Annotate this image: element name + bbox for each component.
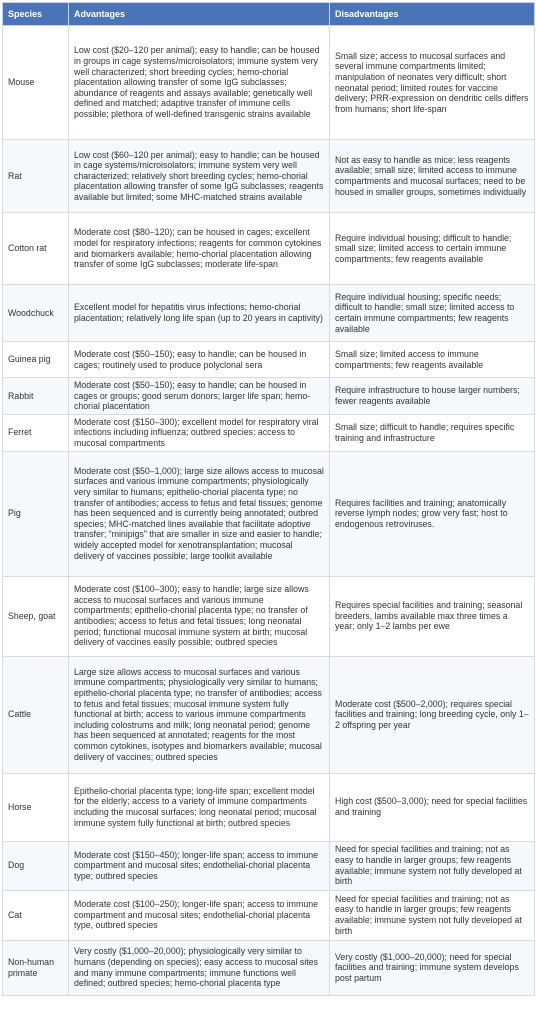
- table-row: [3, 140, 535, 213]
- advantages-cell: Large size allows access to mucosal surfaces and various immune compartments; physiologically very similar to humans; epithelio-chorial placenta type; no transfer of antibodies; access to fetus and fetal tissues; mucosal immune system fully functional at birth; access to various immune compartments including colostrums and milk; long neonatal period; genome has been sequenced at annotated; reagents for the most common cytokines, isotypes and biomarkers available; mucosal delivery of vaccines; outbred species: [69, 656, 330, 773]
- table-body: [3, 26, 535, 996]
- species-cell: Mouse: [3, 26, 69, 140]
- header-row: [3, 3, 535, 26]
- species-cell: Guinea pig: [3, 342, 69, 378]
- table-row: [3, 26, 535, 140]
- advantages-cell: Moderate cost ($50–1,000); large size allows access to mucosal surfaces and various immune compartments; physiologically very similar to humans; epithelio-chorial placenta type; no transfer of antibodies; access to fetus and fetal tissues; genome has been sequenced and is currently being annotated; outbred species; MHC-matched lines available that facilitate adoptive transfer; “minipigs” that are smaller in size and easier to handle; widely accepted model for xenotransplantation; mucosal delivery of vaccines possible; large toolkit available: [69, 451, 330, 576]
- species-cell: Woodchuck: [3, 285, 69, 342]
- disadvantages-cell: Requires facilities and training; anatomically reverse lymph nodes; grow very fast; host to endogenous retroviruses.: [330, 451, 535, 576]
- table-row: [3, 940, 535, 995]
- table-row: [3, 656, 535, 773]
- advantages-cell: Moderate cost ($80–120); can be housed in cages; excellent model for respiratory infections; reagents for common cytokines and biomarkers available; hemo-chorial placentation allowing transfer of some IgG subclasses; moderate life-span: [69, 213, 330, 285]
- advantages-cell: Excellent model for hepatitis virus infections; hemo-chorial placentation; relatively long life span (up to 20 years in captivity): [69, 285, 330, 342]
- disadvantages-cell: Need for special facilities and training; not as easy to handle in larger groups; few reagents available; immune system not fully developed at birth: [330, 841, 535, 890]
- advantages-cell: Epithelio-chorial placenta type; long-life span; excellent model for the elderly; access to a variety of immune compartments including the mucosal surfaces; long neonatal period; mucosal immune system fully functional at birth; outbred species: [69, 773, 330, 841]
- header-advantages: Advantages: [69, 3, 330, 26]
- species-cell: Pig: [3, 451, 69, 576]
- species-cell: Cotton rat: [3, 213, 69, 285]
- table-row: [3, 414, 535, 451]
- table-row: [3, 213, 535, 285]
- table-row: [3, 451, 535, 576]
- species-cell: Cat: [3, 890, 69, 940]
- disadvantages-cell: Moderate cost ($500–2,000); requires special facilities and training; long breeding cycle, only 1–2 offspring per year: [330, 656, 535, 773]
- table-row: [3, 576, 535, 656]
- species-cell: Dog: [3, 841, 69, 890]
- species-cell: Sheep, goat: [3, 576, 69, 656]
- disadvantages-cell: Requires special facilities and training; seasonal breeders, lambs available max three times a year; only 1–2 lambs per ewe: [330, 576, 535, 656]
- species-cell: Cattle: [3, 656, 69, 773]
- advantages-cell: Moderate cost ($150–450); longer-life span; access to immune compartment and mucosal sites; endothelial-chorial placenta type; outbred species: [69, 841, 330, 890]
- advantages-cell: Low cost ($60–120 per animal); easy to handle; can be housed in cage systems/microisolators; immune system very well characterized; relatively short breeding cycles; hemo-chorial placentation allowing transfer of some IgG subclasses; reagents available but limited; some MHC-matched strains available: [69, 140, 330, 213]
- table-row: [3, 378, 535, 415]
- disadvantages-cell: Require individual housing; specific needs; difficult to handle; small size; limited access to certain immune compartments; few reagents available: [330, 285, 535, 342]
- disadvantages-cell: Require infrastructure to house larger numbers; fewer reagents available: [330, 378, 535, 415]
- table-row: [3, 841, 535, 890]
- advantages-cell: Moderate cost ($100–300); easy to handle; large size allows access to mucosal surfaces and various immune compartments; epithelio-chorial placenta type; no transfer of antibodies; access to fetus and fetal tissues; long neonatal period; functional mucosal immune system at birth; mucosal delivery of vaccines easily possible; outbred species: [69, 576, 330, 656]
- disadvantages-cell: Small size; limited access to immune compartments; few reagents available: [330, 342, 535, 378]
- species-cell: Ferret: [3, 414, 69, 451]
- species-cell: Horse: [3, 773, 69, 841]
- table-row: [3, 890, 535, 940]
- table-row: [3, 342, 535, 378]
- species-cell: Non-human primate: [3, 940, 69, 995]
- table-row: [3, 773, 535, 841]
- disadvantages-cell: Require individual housing; difficult to handle; small size; limited access to certain immune compartments; few reagents available: [330, 213, 535, 285]
- advantages-cell: Moderate cost ($150–300); excellent model for respiratory viral infections including influenza; outbred species; access to mucosal compartments: [69, 414, 330, 451]
- advantages-cell: Moderate cost ($50–150); easy to handle; can be housed in cages; routinely used to produce polyclonal sera: [69, 342, 330, 378]
- advantages-cell: Very costly ($1,000–20,000); physiologically very similar to humans (depending on species); easy access to mucosal sites and many immune compartments; immune functions well defined; outbred species; hemo-chorial placenta type: [69, 940, 330, 995]
- advantages-cell: Moderate cost ($100–250); longer-life span; access to immune compartment and mucosal sites; endothelial-chorial placenta type, outbred species: [69, 890, 330, 940]
- disadvantages-cell: Very costly ($1,000–20,000); need for special facilities and training; immune system develops post partum: [330, 940, 535, 995]
- advantages-cell: Moderate cost ($50–150); easy to handle; can be housed in cages or groups; good serum donors; larger life span; hemo-chorial placentation: [69, 378, 330, 415]
- disadvantages-cell: High cost ($500–3,000); need for special facilities and training: [330, 773, 535, 841]
- disadvantages-cell: Small size; access to mucosal surfaces and several immune compartments limited; manipulation of neonates very difficult; short neonatal period; limited routes for vaccine delivery; PRR-expression on dendritic cells differs from humans; short life-span: [330, 26, 535, 140]
- advantages-cell: Low cost ($20–120 per animal); easy to handle; can be housed in groups in cage systems/microisolators; immune system very well characterized; short breeding cycles; hemo-chorial placentation allowing transfer of some IgG subclasses; abundance of reagents and assays available; genetically well defined and matched; adaptive transfer of immune cells possible; plethora of well-defined transgenic strains available: [69, 26, 330, 140]
- disadvantages-cell: Not as easy to handle as mice; less reagents available; small size; limited access to immune compartments and mucosal surfaces; need to be housed in smaller groups, sometimes individually: [330, 140, 535, 213]
- header-disadvantages: Disadvantages: [330, 3, 535, 26]
- header-species: Species: [3, 3, 69, 26]
- disadvantages-cell: Need for special facilities and training; not as easy to handle in larger groups; few reagents available; immune system not fully developed at birth: [330, 890, 535, 940]
- table-header: [3, 3, 535, 26]
- species-cell: Rat: [3, 140, 69, 213]
- table-row: [3, 285, 535, 342]
- species-cell: Rabbit: [3, 378, 69, 415]
- disadvantages-cell: Small size; difficult to handle; requires specific training and infrastructure: [330, 414, 535, 451]
- species-comparison-table: [2, 2, 535, 996]
